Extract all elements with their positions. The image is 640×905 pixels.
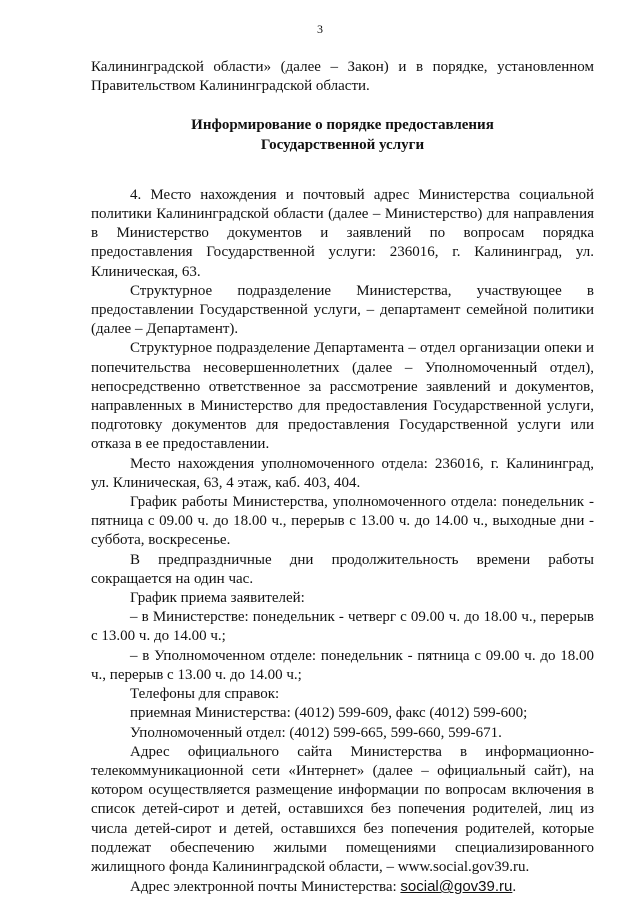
document-body [91, 58, 594, 897]
paragraph-phone-ministry: приемная Министерства: (4012) 599-609, факс (4012) 599-600; [130, 705, 528, 722]
paragraph-reception-unit: – в Уполномоченном отделе: понедельник - пятница с 09.00 ч. до 18.00 ч., перерыв с 13.00 ч. до 14.00 ч.; [91, 647, 594, 683]
intro-paragraph: Калининградской области» (далее – Закон) и в порядке, установленном Правительством Калининградской области. [91, 59, 594, 95]
paragraph-work-schedule: График работы Министерства, уполномоченного отдела: понедельник - пятница с 09.00 ч. до 18.00 ч., перерыв с 13.00 ч. до 14.00 ч., выходные дни - суббота, воскресенье. [91, 494, 594, 549]
paragraph-website: Адрес официального сайта Министерства в информационно-телекоммуникационной сети «Интернет» (далее – официальный сайт), на котором осуществляется размещение информации по вопросам включения в список детей-сирот и детей, оставшихся без попечения родителей, лиц из числа детей-сирот и детей, оставшихся без попечения родителей, которые подлежат обеспечению жилыми помещениями специализированного жилищного фонда Калининградской области, – www.social.gov39.ru. [91, 743, 594, 875]
email-label: Адрес электронной почты Министерства: [130, 879, 397, 896]
paragraph-phone-unit: Уполномоченный отдел: (4012) 599-665, 599-660, 599-671. [130, 724, 502, 741]
paragraph-authorized-unit: Структурное подразделение Департамента – отдел организации опеки и попечительства несовершеннолетних (далее – Уполномоченный отдел), непосредственно ответственное за рассмотрение заявлений и документов, направленных в Министерство для предоставления Государственной услуги, подготовку документов для предоставления Государственной услуги или отказа в ее предоставлении. [91, 340, 594, 453]
paragraph-department: Структурное подразделение Министерства, участвующее в предоставлении Государственной услуги, – департамент семейной политики (далее – Департамент). [91, 282, 594, 338]
email-suffix: . [512, 879, 517, 896]
paragraph-ministry-address: 4. Место нахождения и почтовый адрес Министерства социальной политики Калининградской области (далее – Министерство) для направления в Министерство документов и заявлений по вопросам порядка предоставления Государственной услуги: 236016, г. Калининград, ул. Клиническая, 63. [91, 186, 594, 280]
section-heading-line-1: Информирование о порядке предоставления [191, 117, 494, 134]
paragraph-email [91, 877, 594, 897]
email-link[interactable]: social@gov39.ru [400, 878, 513, 896]
paragraph-phones-title: Телефоны для справок: [130, 686, 280, 703]
paragraph-unit-location: Место нахождения уполномоченного отдела: 236016, г. Калининград, ул. Клиническая, 63, 4 этаж, каб. 403, 404. [91, 455, 594, 491]
paragraph-reception-title: График приема заявителей: [130, 590, 305, 607]
section-heading-line-2: Государственной услуги [260, 136, 425, 153]
paragraph-holiday-hours: В предпраздничные дни продолжительность времени работы сокращается на один час. [91, 551, 594, 587]
paragraph-reception-ministry: – в Министерстве: понедельник - четверг с 09.00 ч. до 18.00 ч., перерыв с 13.00 ч. до 14.00 ч.; [91, 609, 594, 645]
page-number: 3 [317, 22, 323, 36]
